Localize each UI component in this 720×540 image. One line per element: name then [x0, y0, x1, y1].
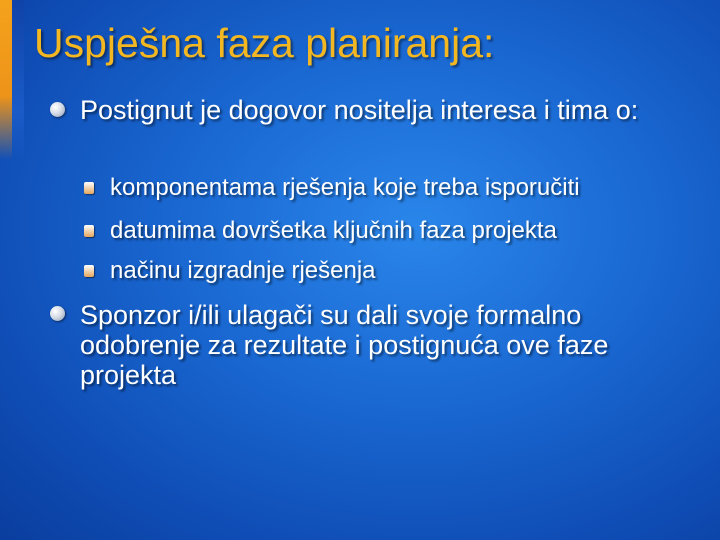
- bullet-icon: [50, 306, 65, 321]
- sub-bullet-3-text: načinu izgradnje rješenja: [110, 257, 376, 284]
- sub-bullet-icon: [84, 265, 94, 277]
- bullet-2-text: Sponzor i/ili ulagači su dali svoje formalno odobrenje za rezultate i postignuća ove faze projekta: [80, 300, 609, 390]
- bullet-1-text: Postignut je dogovor nositelja interesa i tima o:: [80, 95, 639, 125]
- slide-title: Uspješna faza planiranja:: [34, 20, 495, 66]
- sub-bullet-2-text: datumima dovršetka ključnih faza projekta: [110, 217, 557, 244]
- bullet-icon: [50, 102, 65, 117]
- sub-bullet-1-text: komponentama rješenja koje treba isporučiti: [110, 174, 580, 201]
- sub-bullet-icon: [84, 182, 94, 194]
- sub-bullet-icon: [84, 225, 94, 237]
